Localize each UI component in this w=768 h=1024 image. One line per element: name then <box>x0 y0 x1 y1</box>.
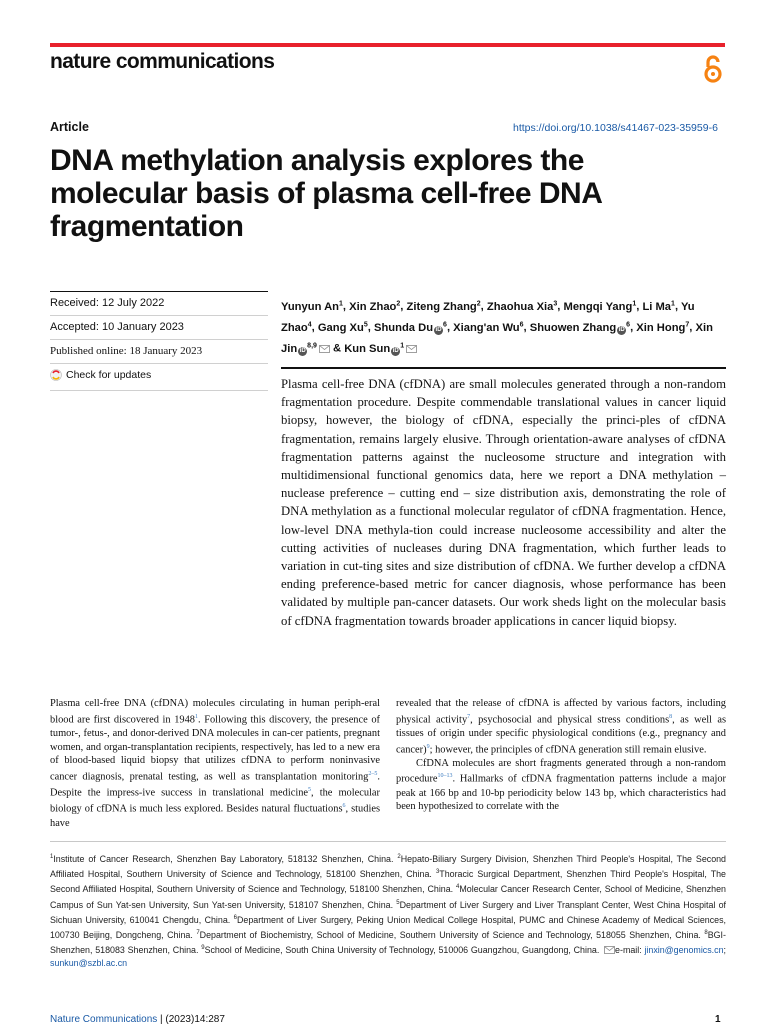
body-column-right <box>396 697 726 814</box>
affiliations-rule <box>50 841 726 842</box>
check-for-updates-button[interactable] <box>50 369 151 381</box>
author[interactable] <box>374 322 447 334</box>
author[interactable] <box>564 301 637 313</box>
orcid-icon[interactable]: iD <box>618 326 625 333</box>
email-link[interactable]: jinxin@genomics.cn <box>644 945 724 955</box>
orcid-icon[interactable]: iD <box>392 348 399 355</box>
doi-link[interactable]: https://doi.org/10.1038/s41467-023-35959-6 <box>513 122 718 134</box>
author-affiliation: 6 <box>519 321 524 329</box>
author-affiliation: 5 <box>363 321 368 329</box>
email-separator: ; <box>723 945 726 955</box>
abstract-text: Plasma cell-free DNA (cfDNA) are small molecules generated through a non-random fragmentation procedure. Despite commendable translational values in cancer liquid biopsy, however, the biology of cfDNA, especially the princi-ples of cfDNA fragmentation, remains largely elusive. Through orientation-aware analyses of cfDNA fragmentation patterns against the nucleosome structure and integration with multidimensional functional genomics data, here we report a DNA methylation – nuclease preference – cutting end – size distribution axis, demonstrating the role of DNA methylation as a functional molecular regulator of cfDNA fragmentation. Hence, low-level DNA methyla-tion could increase nucleosome accessibility and alter the cutting activities of nucleases during DNA fragmentation, which further leads to variation in cut-ting sites and size distribution of cfDNA. We further develop a cfDNA ending preference-based metric for cancer diagnosis, whose performance has been validated by multiple pan-cancer datasets. Our work sheds light on the molecular basis of cfDNA fragmentation towards broader applications in cancer liquid biopsy. <box>281 377 726 628</box>
affiliation-text: BGI-Shenzhen, 518083 Shenzhen, China. <box>50 929 726 955</box>
orcid-icon[interactable]: iD <box>299 348 306 355</box>
author[interactable] <box>281 301 343 313</box>
author-name: Xiang'an Wu <box>453 321 520 334</box>
author-affiliation: 1 <box>339 300 343 307</box>
citation-ref[interactable]: 10–13 <box>437 773 453 780</box>
check-updates-label: Check for updates <box>66 369 152 381</box>
author-name: Li Ma <box>642 300 672 313</box>
author-affiliation: 2 <box>396 300 401 307</box>
author[interactable] <box>407 301 481 313</box>
affiliation-text: Thoracic Surgical Department, Shenzhen Third People's Hospital, The Second Affiliated Hospital, Southern University of Science and Technology, 518100 Shenzhen, China. <box>50 869 726 895</box>
affiliations <box>50 851 726 970</box>
citation-ref[interactable]: 6 <box>342 803 346 810</box>
accepted-date: Accepted: 10 January 2023 <box>50 315 268 339</box>
author-name: Shunda Du <box>373 321 434 334</box>
email-envelope-icon[interactable] <box>319 345 330 353</box>
page-number: 1 <box>715 1014 721 1024</box>
author-name: Zhaohua Xia <box>486 300 554 313</box>
author-name: Xin Hong <box>636 321 686 334</box>
citation-ref[interactable]: 2–5 <box>368 770 378 777</box>
author-name: Kun Sun <box>344 343 391 356</box>
affiliation-number: 3 <box>435 869 440 876</box>
citation-ref[interactable]: 8 <box>669 713 673 720</box>
citation-ref[interactable]: 1 <box>195 713 198 720</box>
author-affiliation: 4 <box>307 321 312 329</box>
body-column-left <box>50 697 380 830</box>
email-link[interactable]: sunkun@szbl.ac.cn <box>50 958 128 969</box>
abstract-rule <box>281 367 726 369</box>
published-date: Published online: 18 January 2023 <box>50 339 268 363</box>
email-envelope-icon[interactable] <box>604 946 615 954</box>
affiliation-number: 4 <box>456 884 460 891</box>
author-name: Xin Jin <box>281 321 713 356</box>
affiliation-text: Molecular Cancer Research Center, School of Medicine, Shenzhen Campus of Sun Yat-sen University, Sun Yat-sen University, 518107 Shenzhen, China. <box>50 884 726 910</box>
affiliation-text: School of Medicine, South China University of Technology, 510006 Guangzhou, Guangdong, China. <box>204 945 603 955</box>
author-name: Xin Zhao <box>349 300 397 313</box>
citation-ref[interactable]: 9 <box>426 743 430 750</box>
author-affiliation: 2 <box>476 300 481 307</box>
article-type-label: Article <box>50 120 89 134</box>
body-paragraph: Plasma cell-free DNA (cfDNA) molecules circulating in human periph-eral blood are first discovered in 1948$^1$. Following this discovery, the presence of tumor-, fetus-, and donor-derived DNA molecules in can-cer patients, pregnant women, and organ-transplantation recipients, respectively, has led to a new era of blood-based liquid biopsy that utilizes cfDNA to perform noninvasive cancer diagnosis, prenatal testing, as well as transplantation monitoring$^{2-5}$. Despite the impress-ive success in translational medicine$^5$, the molecular biology of cfDNA is much less explored. Besides natural fluctuations$^6$, studies have <box>50 698 381 829</box>
footer-volume: | (2023)14:287 <box>157 1014 225 1024</box>
affiliation-number: 1 <box>50 854 54 860</box>
author-name: Yu Zhao <box>281 300 695 334</box>
author[interactable] <box>344 343 417 355</box>
author[interactable] <box>636 322 689 334</box>
author[interactable] <box>487 301 557 313</box>
check-updates-row <box>50 363 268 391</box>
affiliation-number: 5 <box>396 899 400 906</box>
footer-journal-link[interactable]: Nature Communications <box>50 1014 158 1024</box>
author-affiliation: 8,9 <box>307 342 317 350</box>
affiliation-text: Hepato-Biliary Surgery Division, Shenzhen Third People's Hospital, The Second Affiliated Hospital, Southern University of Science and Technology, 518100 Shenzhen, China. <box>50 853 726 880</box>
open-access-icon[interactable] <box>702 54 724 84</box>
author[interactable] <box>318 322 368 334</box>
email-label: e-mail: <box>615 945 645 955</box>
author-affiliation: 1 <box>632 300 637 307</box>
author-name: Gang Xu <box>317 321 364 334</box>
author[interactable] <box>530 322 630 334</box>
author[interactable] <box>642 301 675 313</box>
author-affiliation: 1 <box>671 300 675 307</box>
affiliation-number: 8 <box>704 929 708 936</box>
author-affiliation: 1 <box>400 342 405 350</box>
affiliation-number: 2 <box>397 854 401 860</box>
author[interactable] <box>453 322 523 334</box>
footer-citation <box>50 1014 225 1024</box>
author-affiliation: 3 <box>553 300 558 307</box>
author-list: Yunyun An$^1$, Xin Zhao$^2$, Ziteng Zhang$^2$, Zhaohua Xia$^3$, Mengqi Yang$^1$, Li Ma$^1$, Yu Zhao$^4$, Gang Xu$^5$, Shunda Du $iD^6$, Xiang'an Wu$^6$, Shuowen Zhang $iD^6$, Xin Hong$^7$, Xin Jin iD$^{8,9}$ & Kun Sun $iD^1$ <box>281 300 713 356</box>
author-name: Yunyun An <box>281 300 340 313</box>
body-paragraph: revealed that the release of cfDNA is affected by various factors, including physical activity$^7$, psychosocial and physical stress conditions$^8$, as well as tissues of origin under specific physiological conditions (e.g., pregnancy and cancer)$^9$; however, the principles of cfDNA generation still remain elusive. <box>396 698 726 756</box>
affiliation-number: 7 <box>196 929 200 936</box>
email-envelope-icon[interactable] <box>406 345 417 353</box>
author-name: Mengqi Yang <box>563 300 633 313</box>
received-date: Received: 12 July 2022 <box>50 291 268 315</box>
affiliation-number: 6 <box>233 914 237 921</box>
header-rule <box>50 43 725 47</box>
article-title: DNA methylation analysis explores the molecular basis of plasma cell-free DNA fragmentation <box>50 144 602 243</box>
dates-panel <box>50 291 268 391</box>
affiliation-text: Department of Liver Surgery, Peking Union Medical College Hospital, PUMC and Chinese Academy of Medical Sciences, 100730 Beijing, Dongcheng, China. <box>50 914 726 940</box>
author-name: Ziteng Zhang <box>406 300 477 313</box>
author-affiliation: 6 <box>443 321 447 329</box>
affiliation-number: 9 <box>201 945 205 952</box>
check-updates-icon <box>50 369 62 381</box>
affiliation-text: Institute of Cancer Research, Shenzhen Bay Laboratory, 518132 Shenzhen, China. <box>53 853 398 864</box>
author-affiliation: 7 <box>685 321 690 329</box>
author-name: Shuowen Zhang <box>529 321 617 334</box>
affiliation-text: Department of Liver Surgery and Liver Transplant Center, West China Hospital of Sichuan University, 610041 Chengdu, China. <box>50 899 726 925</box>
author[interactable] <box>349 301 400 313</box>
body-paragraph: CfDNA molecules are short fragments generated through a non-random procedure$^{10-13}$. Hallmarks of cfDNA fragmentation patterns include a major peak at 166 bp and 10-bp periodicity below 143 bp, which characteristics had been hypothesized to correlate with the <box>396 757 726 813</box>
citation-ref[interactable]: 5 <box>308 787 312 794</box>
author-affiliation: 6 <box>626 321 631 329</box>
journal-name[interactable]: nature communications <box>50 50 275 73</box>
citation-ref[interactable]: 7 <box>467 713 471 720</box>
affiliation-text: Department of Biochemistry, School of Medicine, Southern University of Science and Technology, 518055 Shenzhen, China. <box>199 929 705 940</box>
orcid-icon[interactable]: iD <box>435 326 442 333</box>
